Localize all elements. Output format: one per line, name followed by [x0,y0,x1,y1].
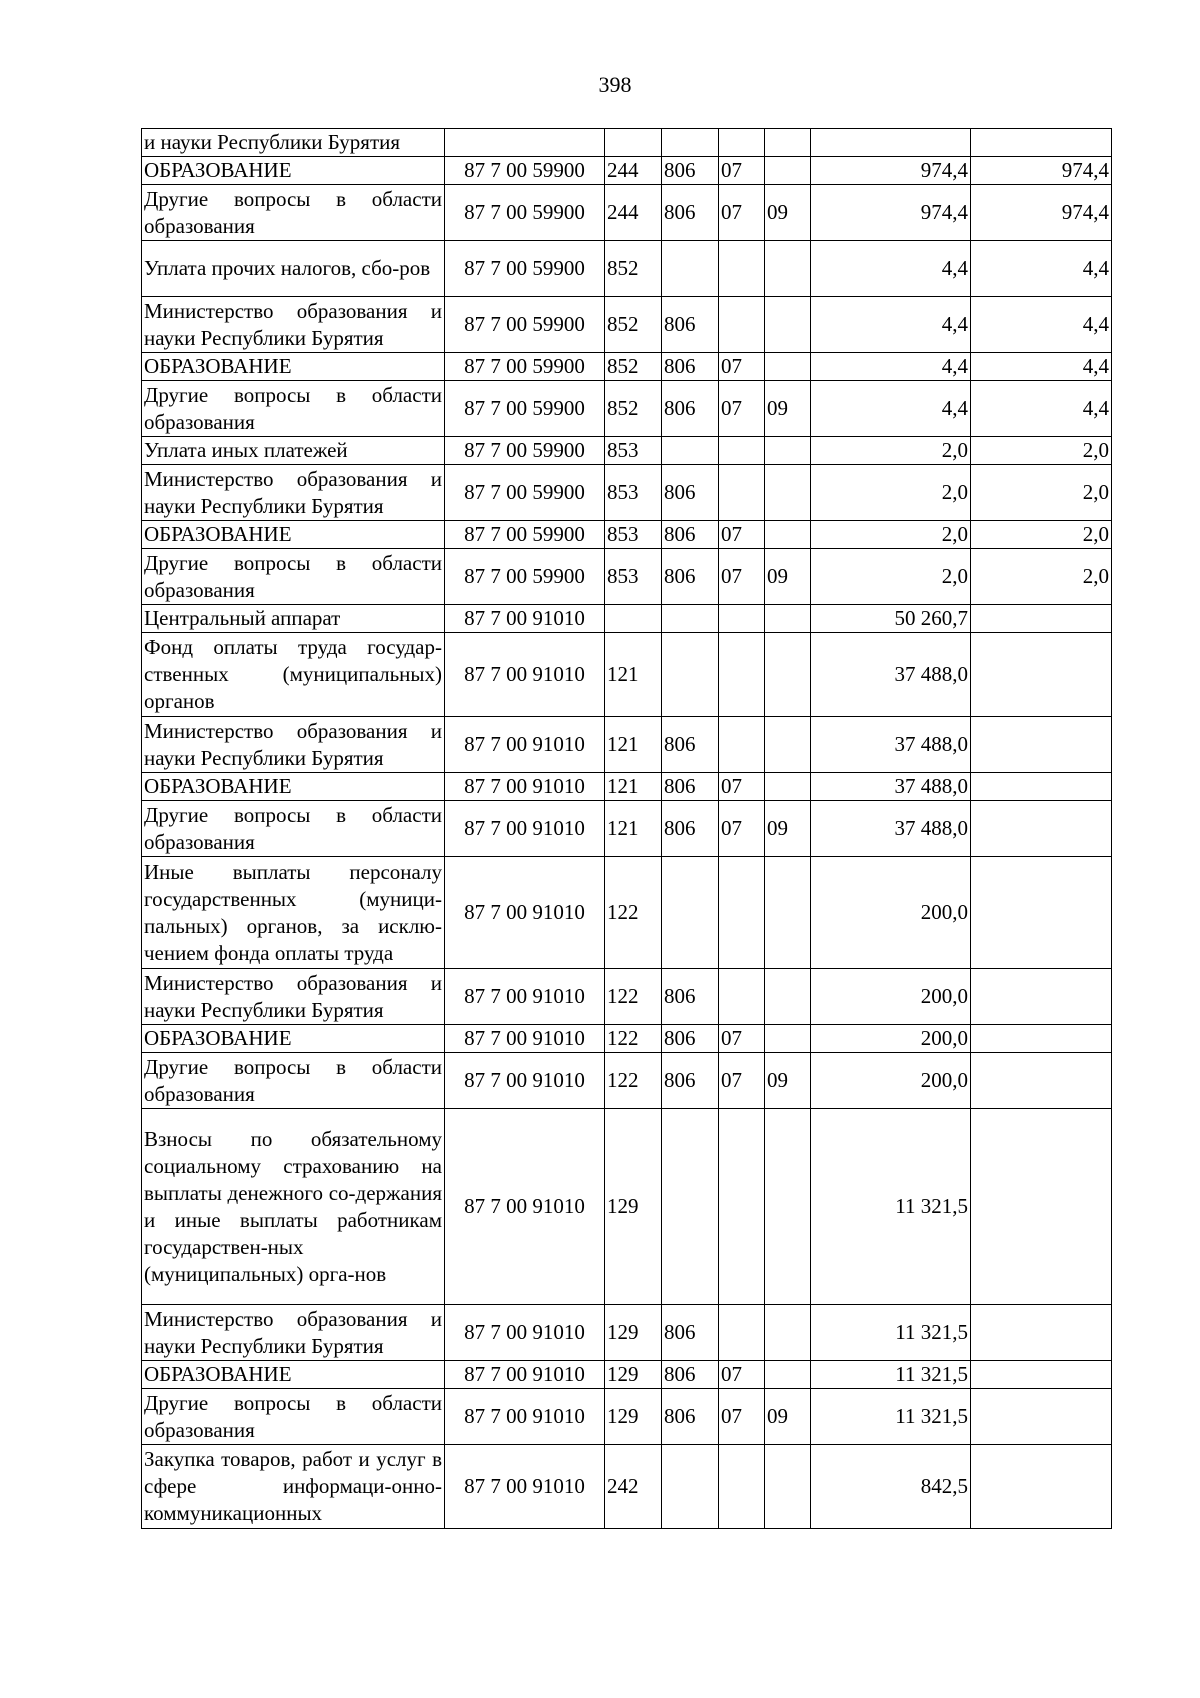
cell-target-article: 87 7 00 91010 [445,1445,605,1529]
cell-expense-type: 853 [605,437,662,465]
cell-target-article: 87 7 00 59900 [445,297,605,353]
cell-amount-2 [971,129,1112,157]
cell-section [719,241,765,297]
cell-section [719,297,765,353]
cell-department: 806 [662,1305,719,1361]
cell-expense-type: 244 [605,185,662,241]
cell-subsection [765,1361,811,1389]
cell-target-article: 87 7 00 91010 [445,1109,605,1305]
cell-target-article: 87 7 00 91010 [445,1305,605,1361]
cell-amount-2: 4,4 [971,381,1112,437]
cell-amount-1: 200,0 [811,1053,971,1109]
cell-department [662,437,719,465]
cell-target-article: 87 7 00 91010 [445,857,605,969]
cell-amount-2 [971,969,1112,1025]
cell-subsection [765,773,811,801]
budget-table [141,128,1112,1529]
cell-department: 806 [662,1389,719,1445]
table-row [142,353,1112,381]
cell-name: ОБРАЗОВАНИЕ [142,1361,445,1389]
cell-expense-type [605,129,662,157]
cell-section [719,129,765,157]
cell-amount-2 [971,1053,1112,1109]
cell-expense-type: 852 [605,381,662,437]
cell-expense-type: 122 [605,969,662,1025]
cell-subsection [765,969,811,1025]
cell-amount-1: 974,4 [811,185,971,241]
table-row [142,1445,1112,1529]
cell-subsection [765,1305,811,1361]
cell-name: Министерство образования и науки Республики Бурятия [142,969,445,1025]
cell-department: 806 [662,1053,719,1109]
cell-name: и науки Республики Бурятия [142,129,445,157]
cell-amount-2 [971,1445,1112,1529]
cell-amount-1: 50 260,7 [811,605,971,633]
cell-section: 07 [719,521,765,549]
cell-target-article: 87 7 00 59900 [445,381,605,437]
cell-department: 806 [662,1361,719,1389]
cell-department [662,241,719,297]
cell-target-article: 87 7 00 59900 [445,241,605,297]
cell-section: 07 [719,157,765,185]
cell-target-article: 87 7 00 91010 [445,773,605,801]
cell-name: Другие вопросы в области образования [142,381,445,437]
cell-amount-1: 200,0 [811,1025,971,1053]
cell-department: 806 [662,465,719,521]
cell-amount-2 [971,773,1112,801]
table-row [142,297,1112,353]
cell-amount-1: 37 488,0 [811,773,971,801]
table-row [142,549,1112,605]
cell-target-article: 87 7 00 91010 [445,633,605,717]
cell-amount-2 [971,605,1112,633]
table-row [142,1109,1112,1305]
cell-department: 806 [662,521,719,549]
cell-department [662,605,719,633]
table-row [142,465,1112,521]
cell-amount-1: 4,4 [811,297,971,353]
cell-expense-type: 244 [605,157,662,185]
cell-subsection: 09 [765,549,811,605]
cell-expense-type: 121 [605,633,662,717]
cell-amount-1: 4,4 [811,353,971,381]
table-row [142,969,1112,1025]
cell-expense-type: 121 [605,801,662,857]
cell-amount-2: 2,0 [971,437,1112,465]
cell-name: Центральный аппарат [142,605,445,633]
table-row [142,1389,1112,1445]
cell-expense-type: 852 [605,353,662,381]
cell-name: Другие вопросы в области образования [142,1053,445,1109]
cell-expense-type: 129 [605,1389,662,1445]
cell-target-article: 87 7 00 59900 [445,549,605,605]
cell-expense-type: 129 [605,1361,662,1389]
cell-amount-1: 200,0 [811,857,971,969]
cell-expense-type: 853 [605,521,662,549]
cell-target-article: 87 7 00 59900 [445,437,605,465]
cell-name: Уплата иных платежей [142,437,445,465]
cell-amount-1: 974,4 [811,157,971,185]
cell-amount-2 [971,717,1112,773]
cell-target-article: 87 7 00 91010 [445,1361,605,1389]
table-row [142,633,1112,717]
table-row [142,717,1112,773]
cell-expense-type: 852 [605,297,662,353]
cell-expense-type: 122 [605,1053,662,1109]
cell-amount-2: 4,4 [971,241,1112,297]
table-row [142,157,1112,185]
cell-amount-1: 200,0 [811,969,971,1025]
cell-name: ОБРАЗОВАНИЕ [142,1025,445,1053]
cell-department: 806 [662,801,719,857]
cell-subsection [765,605,811,633]
cell-subsection: 09 [765,381,811,437]
table-row [142,605,1112,633]
cell-amount-1: 11 321,5 [811,1361,971,1389]
cell-amount-1: 842,5 [811,1445,971,1529]
cell-expense-type: 122 [605,1025,662,1053]
cell-amount-1: 2,0 [811,437,971,465]
cell-amount-2 [971,1361,1112,1389]
table-row [142,437,1112,465]
cell-amount-2 [971,1305,1112,1361]
cell-department: 806 [662,381,719,437]
cell-department [662,129,719,157]
cell-department: 806 [662,297,719,353]
cell-expense-type: 129 [605,1109,662,1305]
cell-amount-2 [971,857,1112,969]
cell-expense-type: 121 [605,773,662,801]
cell-amount-1 [811,129,971,157]
cell-target-article: 87 7 00 59900 [445,521,605,549]
cell-name: Иные выплаты персоналу государственных (муници-пальных) органов, за исклю-чением фонда оплаты труда [142,857,445,969]
table-row [142,857,1112,969]
cell-amount-1: 2,0 [811,549,971,605]
cell-section: 07 [719,773,765,801]
cell-name: Министерство образования и науки Республики Бурятия [142,1305,445,1361]
cell-amount-2 [971,1109,1112,1305]
cell-department: 806 [662,969,719,1025]
cell-subsection: 09 [765,1053,811,1109]
cell-amount-1: 2,0 [811,521,971,549]
cell-department: 806 [662,717,719,773]
cell-section [719,1109,765,1305]
cell-amount-2: 2,0 [971,465,1112,521]
cell-amount-2 [971,1389,1112,1445]
cell-target-article: 87 7 00 91010 [445,717,605,773]
cell-department: 806 [662,185,719,241]
cell-target-article: 87 7 00 91010 [445,801,605,857]
cell-target-article: 87 7 00 59900 [445,353,605,381]
cell-section: 07 [719,1025,765,1053]
cell-subsection: 09 [765,185,811,241]
cell-section [719,857,765,969]
table-row [142,381,1112,437]
cell-expense-type: 121 [605,717,662,773]
cell-name: ОБРАЗОВАНИЕ [142,353,445,381]
table-row [142,1025,1112,1053]
cell-amount-2: 974,4 [971,185,1112,241]
cell-name: Закупка товаров, работ и услуг в сфере информаци-онно-коммуникационных [142,1445,445,1529]
cell-subsection [765,717,811,773]
cell-section: 07 [719,381,765,437]
cell-amount-1: 37 488,0 [811,801,971,857]
cell-department: 806 [662,157,719,185]
cell-section: 07 [719,353,765,381]
cell-expense-type: 242 [605,1445,662,1529]
cell-section [719,465,765,521]
page-number: 398 [598,72,632,97]
cell-target-article: 87 7 00 59900 [445,465,605,521]
cell-amount-2: 4,4 [971,353,1112,381]
cell-expense-type: 122 [605,857,662,969]
cell-department [662,857,719,969]
cell-section: 07 [719,1389,765,1445]
table-row [142,521,1112,549]
cell-amount-1: 2,0 [811,465,971,521]
cell-section: 07 [719,801,765,857]
cell-name: Министерство образования и науки Республики Бурятия [142,297,445,353]
cell-department [662,1109,719,1305]
cell-subsection [765,241,811,297]
cell-subsection [765,1445,811,1529]
table-row [142,241,1112,297]
cell-section: 07 [719,1053,765,1109]
cell-target-article: 87 7 00 59900 [445,157,605,185]
table-row [142,185,1112,241]
cell-expense-type: 129 [605,1305,662,1361]
cell-section [719,969,765,1025]
cell-subsection [765,633,811,717]
cell-subsection [765,1109,811,1305]
cell-expense-type: 853 [605,549,662,605]
cell-amount-1: 4,4 [811,381,971,437]
cell-name: Фонд оплаты труда государ-ственных (муниципальных) органов [142,633,445,717]
cell-department [662,633,719,717]
table-row [142,129,1112,157]
cell-target-article: 87 7 00 91010 [445,1389,605,1445]
cell-target-article: 87 7 00 91010 [445,969,605,1025]
cell-subsection [765,297,811,353]
cell-amount-2: 974,4 [971,157,1112,185]
cell-amount-2 [971,633,1112,717]
cell-section [719,1305,765,1361]
cell-amount-1: 11 321,5 [811,1305,971,1361]
cell-subsection: 09 [765,1389,811,1445]
cell-amount-2 [971,1025,1112,1053]
cell-name: ОБРАЗОВАНИЕ [142,157,445,185]
cell-department: 806 [662,549,719,605]
cell-target-article: 87 7 00 91010 [445,1025,605,1053]
cell-amount-1: 37 488,0 [811,717,971,773]
cell-subsection: 09 [765,801,811,857]
cell-name: ОБРАЗОВАНИЕ [142,773,445,801]
cell-section [719,633,765,717]
cell-department: 806 [662,1025,719,1053]
table-row [142,1361,1112,1389]
cell-section: 07 [719,549,765,605]
table-row [142,1305,1112,1361]
cell-name: Взносы по обязательному социальному страхованию на выплаты денежного со-держания и иные выплаты работникам государствен-ных (муниципальных) орга-нов [142,1109,445,1305]
cell-amount-2: 2,0 [971,549,1112,605]
cell-target-article [445,129,605,157]
cell-subsection [765,857,811,969]
cell-section [719,605,765,633]
table-row [142,773,1112,801]
cell-name: Другие вопросы в области образования [142,1389,445,1445]
cell-amount-1: 37 488,0 [811,633,971,717]
cell-subsection [765,465,811,521]
cell-amount-2: 4,4 [971,297,1112,353]
cell-amount-1: 11 321,5 [811,1109,971,1305]
cell-section: 07 [719,185,765,241]
table-row [142,801,1112,857]
budget-table-body [142,129,1112,1529]
cell-subsection [765,353,811,381]
cell-subsection [765,437,811,465]
cell-name: Министерство образования и науки Республики Бурятия [142,717,445,773]
cell-name: ОБРАЗОВАНИЕ [142,521,445,549]
cell-department: 806 [662,353,719,381]
cell-target-article: 87 7 00 91010 [445,1053,605,1109]
cell-section: 07 [719,1361,765,1389]
cell-name: Уплата прочих налогов, сбо-ров [142,241,445,297]
table-row [142,1053,1112,1109]
cell-name: Другие вопросы в области образования [142,185,445,241]
cell-name: Министерство образования и науки Республики Бурятия [142,465,445,521]
cell-section [719,437,765,465]
cell-subsection [765,521,811,549]
cell-amount-2: 2,0 [971,521,1112,549]
cell-department: 806 [662,773,719,801]
cell-target-article: 87 7 00 59900 [445,185,605,241]
cell-amount-1: 11 321,5 [811,1389,971,1445]
cell-section [719,1445,765,1529]
cell-subsection [765,129,811,157]
cell-name: Другие вопросы в области образования [142,549,445,605]
cell-expense-type [605,605,662,633]
cell-target-article: 87 7 00 91010 [445,605,605,633]
cell-expense-type: 853 [605,465,662,521]
cell-section [719,717,765,773]
cell-subsection [765,157,811,185]
cell-amount-2 [971,801,1112,857]
cell-subsection [765,1025,811,1053]
cell-expense-type: 852 [605,241,662,297]
cell-amount-1: 4,4 [811,241,971,297]
cell-name: Другие вопросы в области образования [142,801,445,857]
cell-department [662,1445,719,1529]
